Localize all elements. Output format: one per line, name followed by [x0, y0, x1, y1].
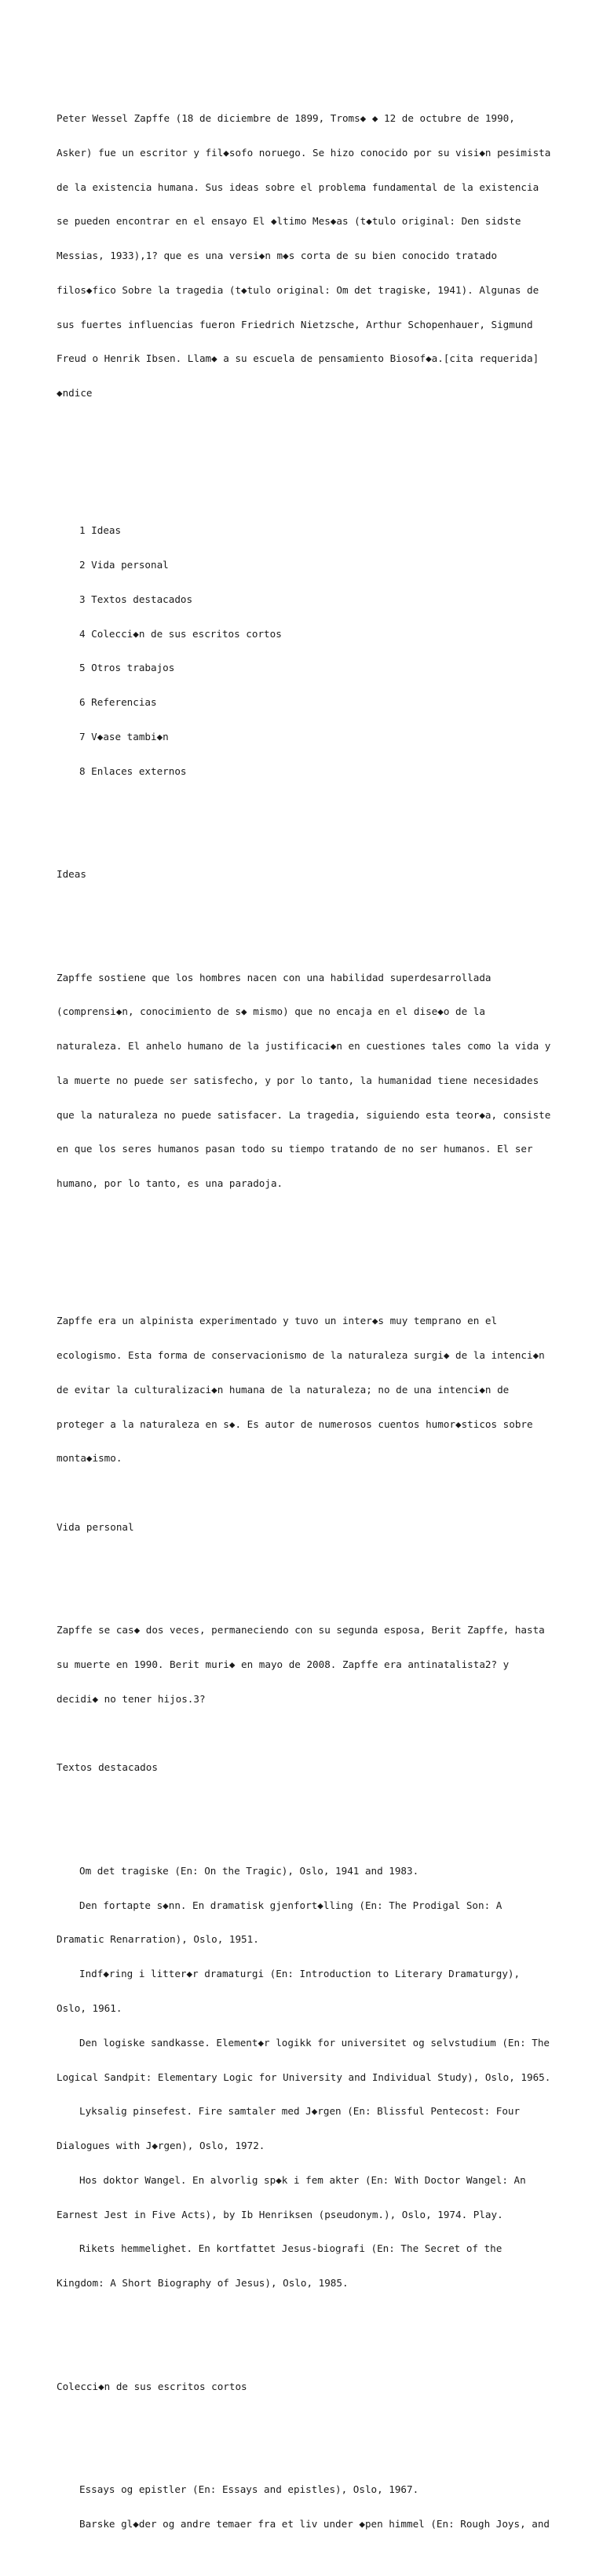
- text-line: Zapffe se cas◆ dos veces, permaneciendo con su segunda esposa, Berit Zapffe, hasta: [57, 1624, 545, 1636]
- spacer: [57, 834, 559, 846]
- section-heading-ideas: Ideas: [57, 868, 86, 881]
- toc-item-coleccion[interactable]: 4 Colecci◆n de sus escritos cortos: [79, 627, 282, 640]
- list-item: Hos doktor Wangel. En alvorlig sp◆k i fem akter (En: With Doctor Wangel: An: [79, 2173, 526, 2186]
- list-item-continuation: Dramatic Renarration), Oslo, 1951.: [57, 1933, 259, 1946]
- text-line: que la naturaleza no puede satisfacer. La tragedia, siguiendo esta teor◆a, consiste: [57, 1108, 551, 1121]
- list-item: Indf◆ring i litter◆r dramaturgi (En: Introduction to Literary Dramaturgy),: [79, 1968, 521, 1980]
- ideas-paragraph-2: [57, 1293, 559, 1487]
- list-item: Den fortapte s◆nn. En dramatisk gjenfort◆lling (En: The Prodigal Son: A: [79, 1899, 502, 1911]
- toc-item-enlaces-externos[interactable]: 8 Enlaces externos: [79, 764, 187, 777]
- spacer: [57, 903, 559, 915]
- section-heading-textos-destacados: Textos destacados: [57, 1761, 158, 1774]
- intro-line: Peter Wessel Zapffe (18 de diciembre de 1899, Troms◆ ◆ 12 de octubre de 1990,: [57, 111, 515, 124]
- text-line: su muerte en 1990. Berit muri◆ en mayo de 2008. Zapffe era antinatalista2? y: [57, 1658, 510, 1671]
- toc-item-textos-destacados[interactable]: 3 Textos destacados: [79, 593, 193, 605]
- index-heading: ◆ndice: [57, 387, 93, 400]
- text-line: Zapffe era un alpinista experimentado y tuvo un inter◆s muy temprano en el: [57, 1315, 498, 1327]
- coleccion-list: [57, 2461, 559, 2553]
- text-line: decidi◆ no tener hijos.3?: [57, 1692, 206, 1705]
- intro-line: Asker) fue un escritor y fil◆sofo noruego. Se hizo conocido por su visi◆n pesimista: [57, 146, 551, 159]
- ideas-paragraph-1: [57, 949, 559, 1213]
- toc-item-referencias[interactable]: 6 Referencias: [79, 696, 157, 709]
- intro-line: se pueden encontrar en el ensayo El ◆ltimo Mes◆as (t◆tulo original: Den sidste: [57, 215, 521, 228]
- toc-item-vida-personal[interactable]: 2 Vida personal: [79, 559, 169, 571]
- spacer: [57, 457, 559, 469]
- list-item-continuation: Logical Sandpit: Elementary Logic for University and Individual Study), Oslo, 1965.: [57, 2071, 551, 2083]
- toc-item-vease-tambien[interactable]: 7 V◆ase tambi◆n: [79, 731, 169, 743]
- text-line: (comprensi◆n, conocimiento de s◆ mismo) que no encaja en el dise◆o de la: [57, 1005, 485, 1018]
- section-heading-vida-personal: Vida personal: [57, 1521, 134, 1533]
- table-of-contents: [57, 502, 559, 800]
- text-line: monta◆ismo.: [57, 1452, 122, 1465]
- intro-line: de la existencia humana. Sus ideas sobre el problema fundamental de la existencia: [57, 181, 539, 193]
- section-heading-coleccion: Colecci◆n de sus escritos cortos: [57, 2380, 247, 2392]
- list-item-continuation: Earnest Jest in Five Acts), by Ib Henriksen (pseudonym.), Oslo, 1974. Play.: [57, 2208, 503, 2220]
- list-item: Lyksalig pinsefest. Fire samtaler med J◆rgen (En: Blissful Pentecost: Four: [79, 2105, 521, 2118]
- text-line: Zapffe sostiene que los hombres nacen con una habilidad superdesarrollada: [57, 971, 492, 983]
- list-item: Den logiske sandkasse. Element◆r logikk for universitet og selvstudium (En: The: [79, 2036, 550, 2049]
- intro-paragraph: [57, 90, 559, 422]
- text-line: ecologismo. Esta forma de conservacionismo de la naturaleza surgi◆ de la intenci◆n: [57, 1349, 545, 1362]
- text-line: de evitar la culturalizaci◆n humana de la naturaleza; no de una intenci◆n de: [57, 1383, 510, 1396]
- list-item: Rikets hemmelighet. En kortfattet Jesus-biografi (En: The Secret of the: [79, 2242, 502, 2255]
- list-item: Essays og epistler (En: Essays and epistles), Oslo, 1967.: [79, 2483, 419, 2495]
- list-item: Om det tragiske (En: On the Tragic), Oslo, 1941 and 1983.: [79, 1864, 419, 1877]
- intro-line: filos◆fico Sobre la tragedia (t◆tulo original: Om det tragiske, 1941). Algunas de: [57, 283, 539, 296]
- spacer: [57, 2347, 559, 2359]
- text-line: en que los seres humanos pasan todo su tiempo tratando de no ser humanos. El ser: [57, 1143, 533, 1155]
- spacer: [57, 1247, 559, 1259]
- list-item-continuation: Dialogues with J◆rgen), Oslo, 1972.: [57, 2140, 265, 2152]
- list-item-continuation: Kingdom: A Short Biography of Jesus), Oslo, 1985.: [57, 2277, 349, 2290]
- spacer: [57, 1797, 559, 1808]
- spacer: [57, 2415, 559, 2427]
- vida-paragraph: [57, 1602, 559, 1728]
- text-line: proteger a la naturaleza en s◆. Es autor de numerosos cuentos humor◆sticos sobre: [57, 1418, 533, 1430]
- text-line: humano, por lo tanto, es una paradoja.: [57, 1177, 283, 1190]
- toc-item-otros-trabajos[interactable]: 5 Otros trabajos: [79, 662, 175, 674]
- list-item: Barske gl◆der og andre temaer fra et liv under ◆pen himmel (En: Rough Joys, and: [79, 2517, 550, 2530]
- textos-list: [57, 1843, 559, 2312]
- document-page: [57, 56, 559, 2576]
- toc-item-ideas[interactable]: 1 Ideas: [79, 524, 122, 537]
- intro-line: Messias, 1933),1? que es una versi◆n m◆s corta de su bien conocido tratado: [57, 250, 498, 262]
- text-line: naturaleza. El anhelo humano de la justificaci◆n en cuestiones tales como la vida y: [57, 1040, 551, 1053]
- spacer: [57, 1556, 559, 1568]
- intro-line: sus fuertes influencias fueron Friedrich Nietzsche, Arthur Schopenhauer, Sigmund: [57, 318, 533, 330]
- intro-line: Freud o Henrik Ibsen. Llam◆ a su escuela de pensamiento Biosof◆a.[cita requerida]: [57, 352, 539, 365]
- list-item-continuation: Oslo, 1961.: [57, 2001, 122, 2014]
- text-line: la muerte no puede ser satisfecho, y por lo tanto, la humanidad tiene necesidades: [57, 1074, 539, 1086]
